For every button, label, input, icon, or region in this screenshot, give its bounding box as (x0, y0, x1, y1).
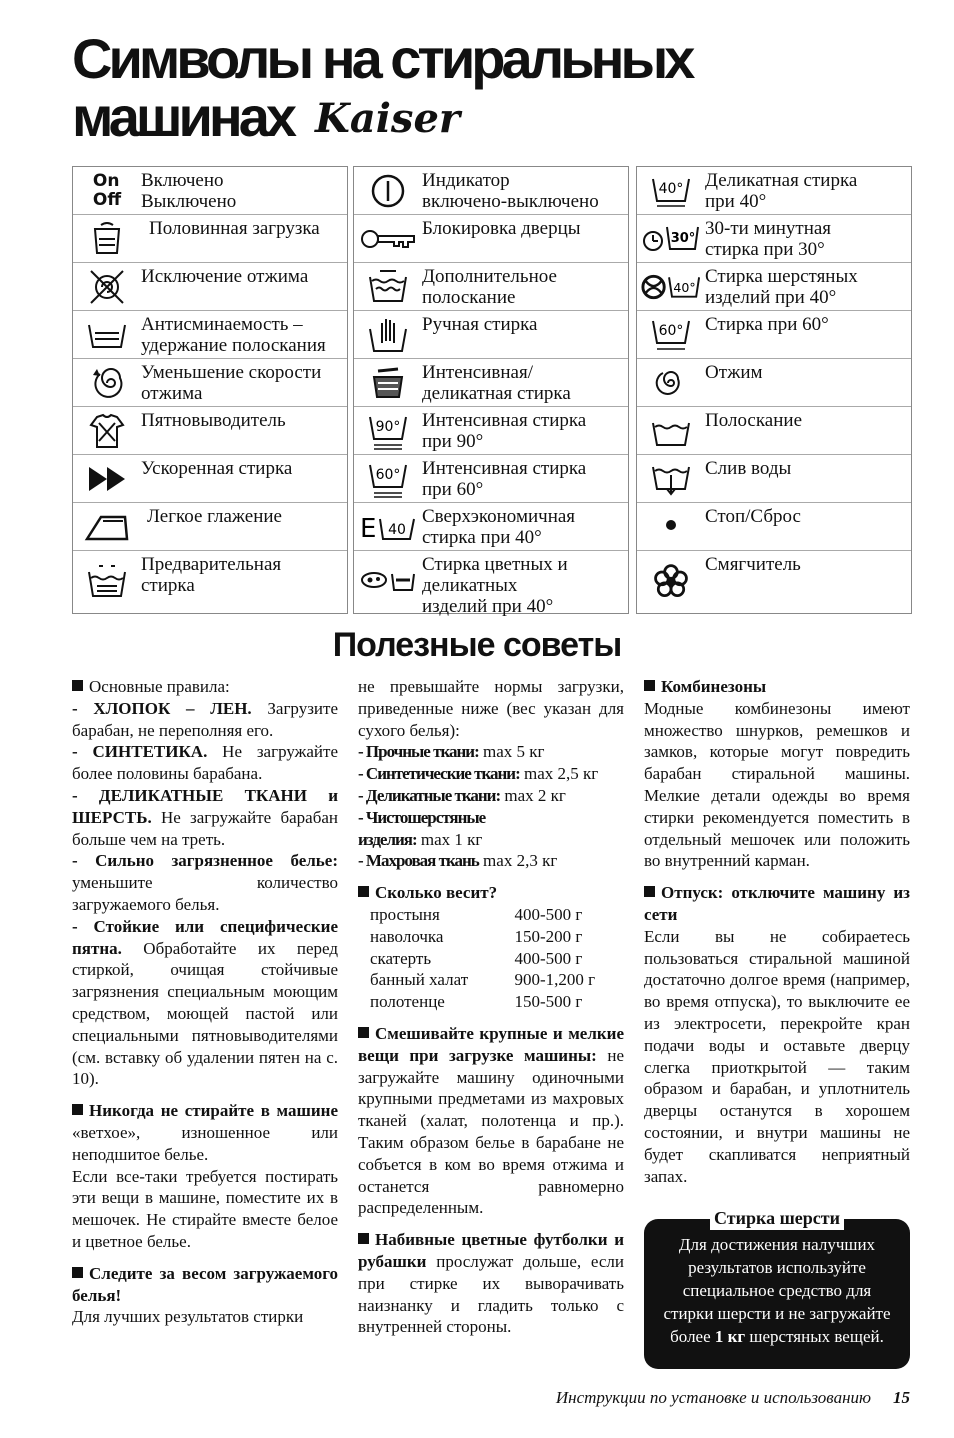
symbol-row (354, 406, 628, 454)
symbol-row (637, 358, 911, 406)
tip-item: Сколько весит? (358, 882, 624, 904)
on-off-icon: On Off (92, 170, 122, 210)
wool-tip-text: Для достижения налучших результатов используйте специальное средство для стирки шерсти и не загружайте более 1 кг шерстяных вещей. (663, 1235, 891, 1346)
svg-text:40°: 40° (658, 180, 684, 197)
symbol-row (73, 358, 347, 406)
drain-icon (637, 455, 705, 502)
title-line-2: машинах (72, 85, 294, 148)
symbol-label: Антисминаемость – удержание полоскания (141, 314, 326, 356)
wool-tip-box (644, 1208, 910, 1369)
symbol-row (354, 214, 628, 262)
wash-60-icon (637, 311, 705, 358)
tips-column-2 (358, 676, 624, 1338)
power-indicator-icon (354, 167, 422, 214)
svg-text:E: E (360, 513, 377, 544)
tips-column-3 (644, 676, 910, 1187)
symbol-label: Интенсивная/ деликатная стирка (422, 362, 571, 404)
tip-item: - СИНТЕТИКА. Не загружайте более половины барабана. (72, 742, 338, 784)
tip-item: - ХЛОПОК – ЛЕН. Загрузите барабан, не переполняя его. (72, 698, 338, 740)
symbol-row (73, 310, 347, 358)
tip-item: - Стойкие или специфические пятна. Обработайте их перед стиркой, очищая стойчивые загрязнения специальным моющим средством, моющей пастой или специальными пятновыводителями (см. вставку об удалении пятен на с. 10). (72, 916, 338, 1089)
symbol-label: Стоп/Сброс (705, 506, 801, 527)
half-load-icon (73, 215, 141, 262)
symbol-label: Деликатная стирка при 40° (705, 170, 858, 212)
spin-icon (637, 359, 705, 406)
title-line-1: Символы на стиральных (72, 27, 692, 90)
wool-40-icon (637, 263, 705, 310)
tip-item: Комбинезоны (644, 676, 910, 698)
page-title (72, 27, 692, 148)
symbol-label: Слив воды (705, 458, 792, 479)
symbol-label: Интенсивная стирка при 60° (422, 458, 587, 500)
intensive-90-icon (354, 407, 422, 454)
tip-item: - ДЕЛИКАТНЫЕ ТКАНИ и ШЕРСТЬ. Не загружайте барабан больше чем на треть. (72, 785, 338, 849)
svg-text:60°: 60° (375, 466, 401, 483)
symbol-row (637, 550, 911, 613)
symbol-label: Ускоренная стирка (141, 458, 293, 479)
door-lock-icon (354, 215, 422, 262)
svg-text:40°: 40° (673, 279, 696, 295)
tip-item: Набивные цветные футболки и рубашки прослужат дольше, если при стирке их выворачивать наизнанку и гладить только с внутренней стороны. (358, 1230, 624, 1337)
wool-tip-title: Стирка шерсти (710, 1207, 844, 1230)
symbol-row (73, 262, 347, 310)
tip-item: Модные комбинезоны имеют множество шнурков, ремешков и замков, которые могут повредить барабан стиральной машины. Мелкие детали одежды во время стирки рекомендуется поместить в отдельный мешочек или положить во внутренний карман. (644, 698, 910, 871)
symbol-label: Блокировка дверцы (422, 218, 581, 239)
symbol-row (73, 214, 347, 262)
tip-item: Следите за весом загружаемого белья! (72, 1263, 338, 1305)
rinse-icon (637, 407, 705, 454)
symbol-row (637, 406, 911, 454)
symbol-row (354, 502, 628, 550)
symbol-label: Включено Выключено (141, 170, 237, 212)
load-item: - Чистошерстяные изделия: max 1 кг (358, 807, 486, 849)
tip-item: Если все-таки требуется постирать эти вещи в машине, поместите их в мешочек. Не стирайте вместе белое и цветное белье. (72, 1166, 338, 1251)
reduce-spin-icon (73, 359, 141, 406)
symbol-label: Интенсивная стирка при 90° (422, 410, 587, 452)
svg-text:40: 40 (388, 521, 406, 538)
table-row: скатерть 400-500 г (370, 948, 583, 968)
tip-item: Отпуск: отключите машину из сети (644, 883, 910, 924)
symbols-column-3 (636, 166, 912, 614)
symbol-label: Сверхэкономичная стирка при 40° (422, 506, 576, 548)
symbol-row (637, 262, 911, 310)
load-item: - Махровая ткань max 2,3 кг (358, 851, 558, 871)
tip-item: - Сильно загрязненное белье: уменьшите количество загружаемого белья. (72, 851, 338, 914)
load-item: - Деликатные ткани: max 2 кг (358, 785, 566, 805)
symbol-label: Индикатор включено-выключено (422, 170, 599, 212)
tips-column-1 (72, 676, 338, 1328)
load-item: - Синтетические ткани: max 2,5 кг (358, 764, 599, 784)
softener-icon (637, 551, 705, 613)
svg-text:30°: 30° (670, 230, 696, 246)
anticrease-icon (73, 311, 141, 358)
symbol-row (354, 262, 628, 310)
prewash-icon (73, 551, 141, 613)
svg-text:90°: 90° (375, 418, 401, 435)
symbol-row (637, 454, 911, 502)
table-row: наволочка 150-200 г (370, 926, 583, 946)
symbol-row (73, 406, 347, 454)
color-40-icon (354, 551, 422, 613)
tip-item: Никогда не стирайте в машине «ветхое», изношенное или неподшитое белье. (72, 1101, 338, 1164)
symbol-label: Стирка при 60° (705, 314, 829, 335)
symbol-label: Отжим (705, 362, 763, 383)
symbol-row (637, 502, 911, 550)
stop-reset-icon (637, 503, 705, 550)
symbol-label: Стирка цветных и деликатных изделий при 40° (422, 554, 568, 617)
quick-30-icon (637, 215, 705, 262)
symbol-row (354, 550, 628, 617)
symbol-label: Легкое глажение (147, 506, 282, 527)
intensive-60-icon (354, 455, 422, 502)
symbol-row (637, 167, 911, 214)
symbol-label: Ручная стирка (422, 314, 538, 335)
symbol-row (354, 454, 628, 502)
symbol-label: Смягчитель (705, 554, 801, 575)
intensive-delicate-icon (354, 359, 422, 406)
fast-wash-icon (73, 455, 141, 502)
easy-iron-icon (73, 503, 141, 550)
tip-item: Смешивайте крупные и мелкие вещи при загрузке машины: не загружайте машину одиночными крупными предметами из махровых тканей (халат, полотенца и пр.). Таким образом белье в барабане не собъется в ком во время отжима и останется равномерно распределенным. (358, 1023, 624, 1218)
symbol-row (354, 358, 628, 406)
symbol-row (73, 502, 347, 550)
hand-wash-icon (354, 311, 422, 358)
symbol-row (73, 454, 347, 502)
weights-table (358, 904, 624, 1013)
stain-remover-icon (73, 407, 141, 454)
symbol-label: Исключение отжима (141, 266, 309, 287)
symbols-column-2 (353, 166, 629, 617)
page-number: 15 (893, 1388, 910, 1407)
svg-text:60°: 60° (658, 322, 684, 339)
symbol-label: Уменьшение скорости отжима (141, 362, 322, 404)
symbol-row (73, 167, 347, 214)
symbol-row (73, 550, 347, 613)
tip-item: Основные правила: (72, 676, 338, 698)
symbol-row (637, 310, 911, 358)
symbol-label: Стирка шерстяных изделий при 40° (705, 266, 858, 308)
table-row: полотенце 150-500 г (370, 992, 583, 1012)
symbol-label: Пятновыводитель (141, 410, 286, 431)
symbol-label: Предварительная стирка (141, 554, 282, 596)
extra-rinse-icon (354, 263, 422, 310)
symbol-label: 30-ти минутная стирка при 30° (705, 218, 832, 260)
delicate-40-icon (637, 167, 705, 214)
tip-item: Если вы не собираетесь пользоваться стиральной машиной достаточно долгое время (например, во время отпуска), то выключите ее из электросети, перекройте кран подачи воды и оставьте дверцу слегка приоткрытой — таким образом и барабан, и уплотнитель дверцы останутся в хорошем состоянии, и внутри машины не будет скапливатся неприятный запах. (644, 926, 910, 1186)
symbol-row (637, 214, 911, 262)
tip-item: не превышайте нормы загрузки, приведенные ниже (вес указан для сухого белья): (358, 677, 624, 740)
symbol-row (354, 167, 628, 214)
page-footer: Инструкции по установке и использованию 15 (555, 1388, 910, 1407)
load-item: - Прочные ткани: max 5 кг (358, 742, 545, 762)
table-row: простыня 400-500 г (370, 904, 583, 924)
tip-item: Для лучших результатов стирки (72, 1307, 304, 1327)
symbol-label: Половинная загрузка (149, 218, 320, 239)
symbol-label: Дополнительное полоскание (422, 266, 557, 308)
symbols-column-1 (72, 166, 348, 614)
symbol-label: Полоскание (705, 410, 803, 431)
table-row: банный халат 900-1,200 г (370, 970, 596, 990)
no-spin-icon (73, 263, 141, 310)
tips-heading: Полезные советы (332, 626, 622, 664)
eco-40-icon (354, 503, 422, 550)
brand-logo: Kaiser (315, 95, 460, 142)
symbol-row (354, 310, 628, 358)
